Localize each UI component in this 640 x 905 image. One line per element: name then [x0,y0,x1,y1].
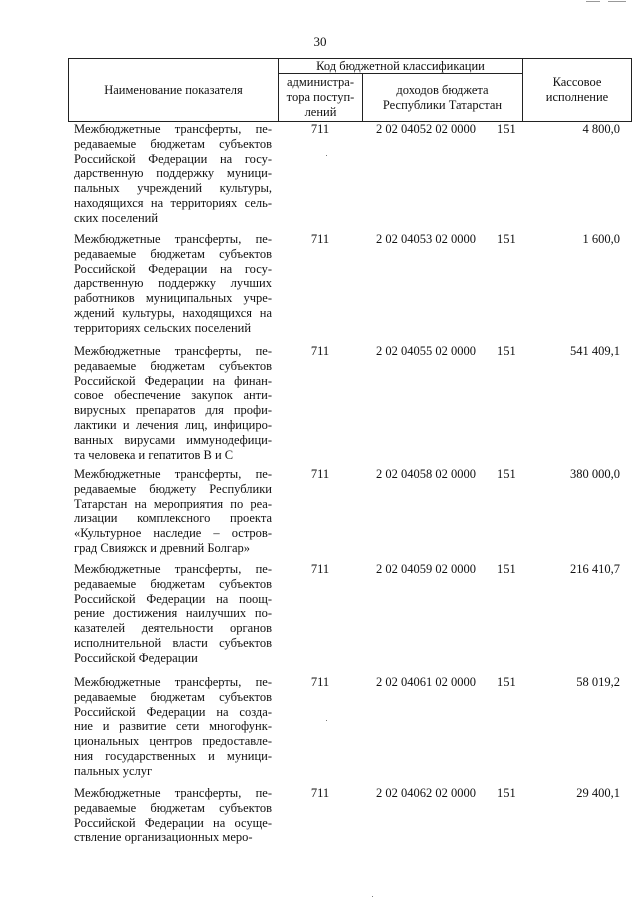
kosgu-code: 151 [497,232,516,246]
indicator-name-line: рение достижения наилучших по- [74,606,272,621]
indicator-name-line: Межбюджетные трансферты, пе- [74,786,272,800]
indicator-name [74,344,272,462]
indicator-name [74,232,272,336]
indicator-name-line: циональных центров предоставле- [74,734,272,749]
kosgu-code: 151 [497,786,516,800]
table-header [68,58,632,122]
indicator-name-line: находящихся на территориях сель- [74,195,272,210]
execution-amount: 29 400,1 [576,786,620,800]
indicator-name-line: Межбюджетные трансферты, пе- [74,467,272,481]
income-code: 2 02 04055 02 0000 [376,344,476,358]
admin-code: 711 [310,232,330,246]
indicator-name-line: редаваемые бюджету Республики [74,481,272,496]
indicator-name-line: лактики и лечения лиц, инфициро- [74,417,272,432]
indicator-name-line: ния государственных и муници- [74,748,272,763]
execution-amount: 4 800,0 [582,122,620,136]
indicator-name-line: Российской Федерации на осуще- [74,815,272,830]
indicator-name-line: пальных услуг [74,763,153,778]
indicator-name-line: Российской Федерации [74,650,198,665]
indicator-name-line: град Свияжск и древний Болгар» [74,540,250,555]
indicator-name-line: работников муниципальных учре- [74,291,272,306]
header-admin: администра- тора поступ- лений [286,75,355,119]
kosgu-code: 151 [497,122,516,136]
income-code: 2 02 04059 02 0000 [376,562,476,576]
indicator-name-line: редаваемые бюджетам субъектов [74,800,272,815]
income-code: 2 02 04061 02 0000 [376,675,476,689]
indicator-name-line: редаваемые бюджетам субъектов [74,576,272,591]
income-code: 2 02 04058 02 0000 [376,467,476,481]
indicator-name-line: Российской Федерации на госу- [74,261,272,276]
indicator-name-line: ских поселений [74,210,159,225]
indicator-name-line: Российской Федерации на госу- [74,151,272,166]
indicator-name-line: вирусных препаратов для профи- [74,403,272,418]
admin-code: 711 [310,122,330,136]
indicator-name-line: Российской Федерации на поощ- [74,591,272,606]
indicator-name-line: Межбюджетные трансферты, пе- [74,562,272,576]
indicator-name-line: ние и развитие сети многофунк- [74,719,272,734]
scan-speck [372,896,373,897]
indicator-name-line: ствление организационных меро- [74,830,253,845]
indicator-name [74,675,272,779]
admin-code: 711 [310,562,330,576]
execution-amount: 380 000,0 [570,467,620,481]
indicator-name-line: «Культурное наследие – остров- [74,526,272,541]
indicator-name-line: Межбюджетные трансферты, пе- [74,122,272,136]
admin-code: 711 [310,344,330,358]
execution-amount: 58 019,2 [576,675,620,689]
indicator-name-line: казателей деятельности органов [74,621,272,636]
indicator-name-line: дарственную поддержку лучших [74,276,272,291]
indicator-name-line: редаваемые бюджетам субъектов [74,246,272,261]
indicator-name-line: ждений культуры, находящихся на [74,305,272,320]
indicator-name-line: территориях сельских поселений [74,320,252,335]
indicator-name-line: совое обеспечение закупок анти- [74,388,272,403]
execution-amount: 541 409,1 [570,344,620,358]
kosgu-code: 151 [497,675,516,689]
admin-code: 711 [310,675,330,689]
indicator-name-line: пальных учреждений культуры, [74,181,272,196]
indicator-name-line: Межбюджетные трансферты, пе- [74,232,272,246]
indicator-name-line: редаваемые бюджетам субъектов [74,358,272,373]
indicator-name [74,122,272,226]
income-code: 2 02 04062 02 0000 [376,786,476,800]
execution-amount: 1 600,0 [582,232,620,246]
indicator-name-line: Российской Федерации на финан- [74,373,272,388]
admin-code: 711 [310,786,330,800]
kosgu-code: 151 [497,467,516,481]
scan-mark [608,1,626,2]
indicator-name-line: Межбюджетные трансферты, пе- [74,344,272,358]
indicator-name-line: редаваемые бюджетам субъектов [74,136,272,151]
header-name: Наименование показателя [104,82,243,97]
indicator-name-line: редаваемые бюджетам субъектов [74,689,272,704]
income-code: 2 02 04052 02 0000 [376,122,476,136]
execution-amount: 216 410,7 [570,562,620,576]
income-code: 2 02 04053 02 0000 [376,232,476,246]
kosgu-code: 151 [497,562,516,576]
indicator-name-line: лизации комплексного проекта [74,511,272,526]
indicator-name-line: дарственную поддержку муници- [74,166,272,181]
kosgu-code: 151 [497,344,516,358]
scan-speck [326,720,327,721]
header-code-group: Код бюджетной классификации [316,58,485,73]
indicator-name-line: исполнительной власти субъектов [74,635,272,650]
scan-speck [326,155,327,156]
indicator-name-line: та человека и гепатитов В и С [74,447,234,462]
indicator-name [74,562,272,666]
indicator-name-line: Российской Федерации на созда- [74,704,272,719]
indicator-name-line: Татарстан на мероприятия по реа- [74,496,272,511]
scan-mark [586,1,600,2]
indicator-name-line: ванных вирусами иммунодефици- [74,432,272,447]
indicator-name [74,467,272,556]
page-number: 30 [313,34,327,49]
header-income: доходов бюджета Республики Татарстан [382,82,503,112]
indicator-name-line: Межбюджетные трансферты, пе- [74,675,272,689]
header-amount: Кассовое исполнение [545,75,609,104]
admin-code: 711 [310,467,330,481]
indicator-name [74,786,272,845]
